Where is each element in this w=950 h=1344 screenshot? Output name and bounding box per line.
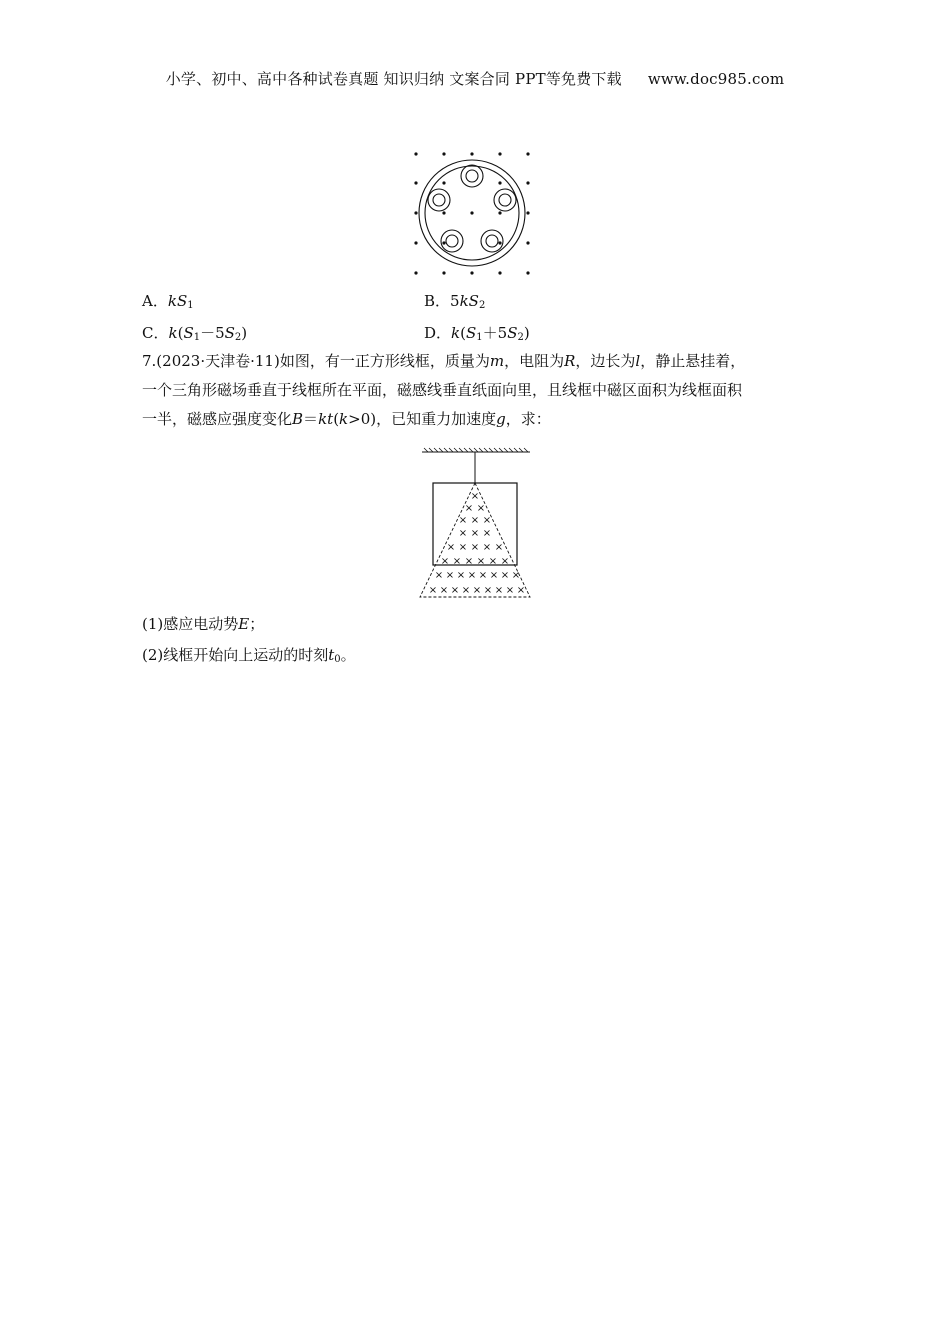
option-d-sub2: 2 — [517, 332, 524, 343]
option-d-close: ) — [523, 324, 530, 342]
option-a-k: k — [167, 292, 177, 310]
svg-text:×: × — [476, 503, 486, 514]
sub2-text: (2)线框开始向上运动的时刻 — [142, 646, 329, 664]
question-7 — [142, 347, 822, 434]
option-c-close: ) — [241, 324, 248, 342]
sub1-E: E — [238, 615, 250, 633]
circle-coils-figure — [404, 146, 542, 282]
sub1-text: (1)感应电动势 — [142, 615, 239, 633]
option-d-k: k — [451, 324, 461, 342]
option-c-s1: S — [183, 324, 194, 342]
q7-text-1b: ，电阻为 — [504, 352, 565, 370]
option-b[interactable] — [424, 290, 485, 311]
svg-text:×: × — [482, 515, 492, 526]
option-d-op: ＋5 — [482, 324, 508, 342]
svg-text:×: × — [470, 515, 480, 526]
svg-text:×: × — [428, 585, 438, 596]
svg-text:×: × — [478, 570, 488, 581]
svg-text:×: × — [470, 491, 480, 502]
svg-text:×: × — [450, 585, 460, 596]
q7-l: l — [635, 352, 641, 370]
svg-text:×: × — [482, 542, 492, 553]
q7-text-1c: ，边长为 — [575, 352, 636, 370]
q7-text-1a: 7.(2023·天津卷·11)如图，有一正方形线框，质量为 — [142, 352, 490, 370]
option-d-sub1: 1 — [476, 332, 483, 343]
square-frame-figure — [414, 446, 536, 602]
option-a-label: A． — [142, 292, 168, 310]
option-b-k: k — [459, 292, 469, 310]
svg-text:×: × — [511, 570, 521, 581]
sub2-end: 。 — [340, 646, 356, 664]
option-c-label: C． — [142, 324, 169, 342]
svg-text:×: × — [456, 570, 466, 581]
svg-text:×: × — [482, 528, 492, 539]
field-dots — [414, 152, 529, 274]
q7-text-3c: ，求： — [505, 410, 551, 428]
svg-text:×: × — [516, 585, 526, 596]
svg-text:×: × — [445, 570, 455, 581]
q7-k2: k — [339, 410, 349, 428]
q7-text-3a: 一半，磁感应强度变化 — [142, 410, 293, 428]
svg-text:×: × — [434, 570, 444, 581]
svg-text:×: × — [440, 556, 450, 567]
option-d-s2: S — [507, 324, 518, 342]
svg-text:×: × — [489, 570, 499, 581]
svg-text:×: × — [464, 503, 474, 514]
svg-text:×: × — [483, 585, 493, 596]
q7-t: t — [327, 410, 334, 428]
sub-question-1 — [142, 610, 264, 639]
svg-text:×: × — [461, 585, 471, 596]
svg-text:×: × — [476, 556, 486, 567]
option-a-sub: 1 — [187, 300, 194, 311]
header-site: www.doc985.com — [647, 70, 785, 88]
svg-text:×: × — [464, 556, 474, 567]
option-d-s1: S — [465, 324, 477, 342]
q7-m: m — [489, 352, 505, 370]
option-b-label: B． — [424, 292, 451, 310]
q7-text-1d: ，静止悬挂着， — [640, 352, 746, 370]
option-d-open: ( — [460, 324, 466, 342]
svg-text:×: × — [439, 585, 449, 596]
option-c-sub2: 2 — [234, 332, 242, 343]
option-c-op: －5 — [200, 324, 225, 342]
svg-text:×: × — [500, 570, 510, 581]
q7-k1: k — [318, 410, 328, 428]
svg-text:×: × — [470, 528, 480, 539]
option-c-k: k — [168, 324, 178, 342]
option-a[interactable] — [142, 290, 194, 311]
sub1-end: ； — [249, 615, 265, 633]
option-c-open: ( — [177, 324, 184, 342]
option-a-s: S — [176, 292, 188, 310]
q7-paren: ( — [333, 410, 340, 428]
option-d-label: D． — [424, 324, 452, 342]
q7-line2: 一个三角形磁场垂直于线框所在平面，磁感线垂直纸面向里，且线框中磁区面积为线框面积 — [142, 381, 743, 399]
svg-text:×: × — [452, 556, 462, 567]
sub2-sub: 0 — [334, 654, 341, 665]
q7-g: g — [496, 410, 506, 428]
header-text: 小学、初中、高中各种试卷真题 知识归纳 文案合同 PPT等免费下载 — [165, 70, 622, 88]
option-b-coef: 5 — [450, 292, 460, 310]
svg-text:×: × — [472, 585, 482, 596]
svg-text:×: × — [494, 585, 504, 596]
svg-text:×: × — [458, 542, 468, 553]
option-d[interactable] — [424, 322, 530, 343]
sub-question-2 — [142, 641, 356, 674]
page-header — [0, 68, 950, 89]
option-c-sub1: 1 — [193, 332, 201, 343]
svg-text:×: × — [458, 515, 468, 526]
svg-text:×: × — [446, 542, 456, 553]
q7-R: R — [564, 352, 576, 370]
q7-B: B — [292, 410, 304, 428]
option-c[interactable] — [142, 322, 247, 343]
option-b-sub: 2 — [478, 300, 486, 311]
sub2-t: t — [328, 646, 335, 664]
field-crosses — [429, 491, 525, 596]
q7-line3 — [142, 405, 822, 434]
option-c-s2: S — [224, 324, 235, 342]
svg-text:×: × — [470, 542, 480, 553]
svg-text:×: × — [494, 542, 504, 553]
svg-text:×: × — [488, 556, 498, 567]
svg-text:×: × — [467, 570, 477, 581]
svg-text:×: × — [505, 585, 515, 596]
q7-eq: ＝ — [303, 410, 319, 428]
q7-gt: >0) — [348, 410, 377, 428]
q7-text-3b: ，已知重力加速度 — [376, 410, 497, 428]
option-b-s: S — [468, 292, 479, 310]
ceiling — [422, 448, 530, 452]
svg-text:×: × — [500, 556, 510, 567]
q7-line1 — [142, 347, 822, 376]
svg-text:×: × — [458, 528, 468, 539]
